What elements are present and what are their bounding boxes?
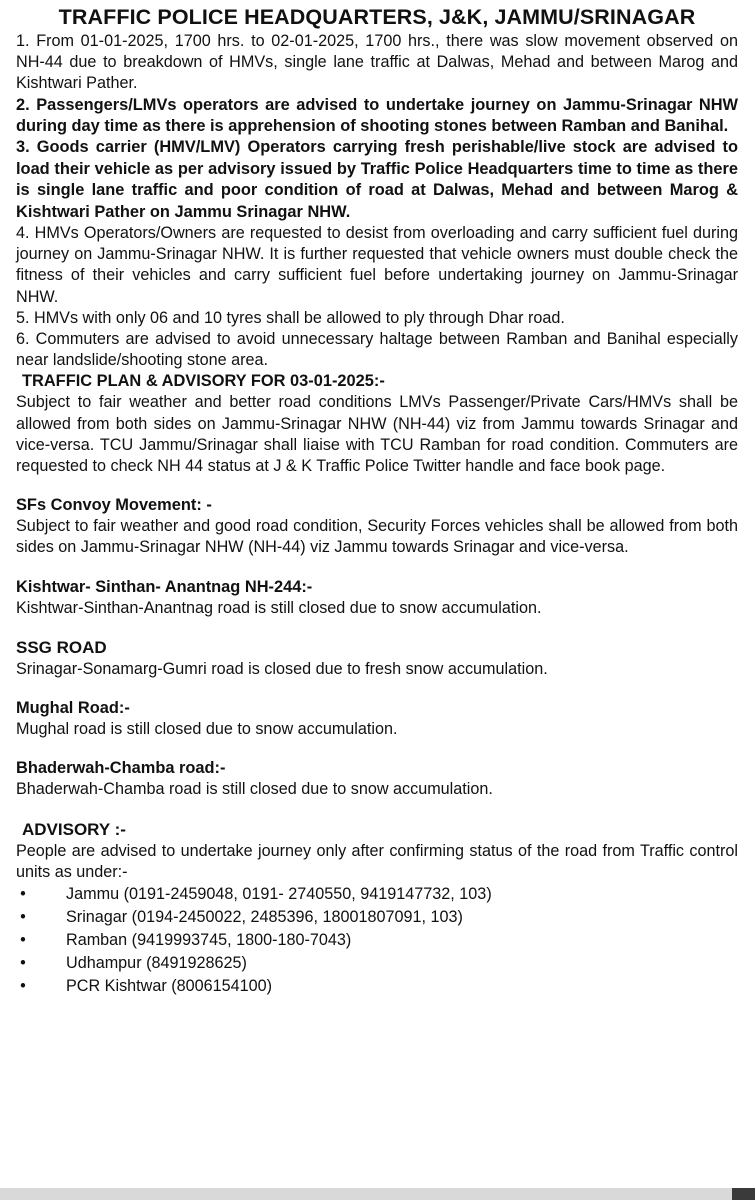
traffic-plan-text: Subject to fair weather and better road conditions LMVs Passenger/Private Cars/HMVs shall be allowed from both sides on Jammu-Srinagar NHW (NH-44) viz from Jammu towards Srinagar and vice-versa. TCU Jammu/Srinagar shall liaise with TCU Ramban for road condition. Commuters are requested to check NH 44 status at J & K Traffic Police Twitter handle and face book page. (16, 393, 738, 476)
point-5: 5. HMVs with only 06 and 10 tyres shall be allowed to ply through Dhar road. (16, 308, 565, 327)
point-3: 3. Goods carrier (HMV/LMV) Operators carrying fresh perishable/live stock are advised to load their vehicle as per advisory issued by Traffic Police Headquarters time to time as there is single lane traffic and poor condition of road at Dalwas, Mehad and between Marog & Kishtwari Pather on Jammu Srinagar NHW. (16, 138, 738, 221)
scroll-progress-bar[interactable] (0, 1188, 755, 1200)
bhaderwah-heading: Bhaderwah-Chamba road:- (16, 759, 226, 778)
mughal-heading: Mughal Road:- (16, 699, 130, 718)
point-2: 2. Passengers/LMVs operators are advised to undertake journey on Jammu-Srinagar NHW during day time as there is apprehension of shooting stones between Ramban and Banihal. (16, 95, 738, 136)
contact-item (16, 883, 738, 906)
ssg-text: Srinagar-Sonamarg-Gumri road is closed due to fresh snow accumulation. (16, 659, 548, 678)
contact-item (16, 929, 738, 952)
contact-text: Jammu (0191-2459048, 0191- 2740550, 9419147732, 103) (66, 884, 492, 903)
mughal-text: Mughal road is still closed due to snow accumulation. (16, 720, 398, 739)
ssg-heading: SSG ROAD (16, 637, 107, 657)
advisory-text: People are advised to undertake journey only after confirming status of the road from Traffic control units as under:- (16, 841, 738, 881)
bullet-icon: • (20, 953, 26, 972)
bullet-icon: • (20, 930, 26, 949)
scroll-progress-fill (0, 1188, 732, 1200)
bullet-icon: • (20, 907, 26, 926)
contact-item (16, 952, 738, 975)
kishtwar-text: Kishtwar-Sinthan-Anantnag road is still closed due to snow accumulation. (16, 598, 542, 617)
point-6: 6. Commuters are advised to avoid unnecessary haltage between Ramban and Banihal especially near landslide/shooting stone area. (16, 330, 738, 370)
contact-item (16, 975, 738, 998)
document-title: TRAFFIC POLICE HEADQUARTERS, J&K, JAMMU/SRINAGAR (58, 5, 696, 29)
convoy-text: Subject to fair weather and good road condition, Security Forces vehicles shall be allowed from both sides on Jammu-Srinagar NHW (NH-44) viz Jammu towards Srinagar and vice-versa. (16, 517, 738, 557)
point-4: 4. HMVs Operators/Owners are requested to desist from overloading and carry sufficient fuel during journey on Jammu-Srinagar NHW. It is further requested that vehicle owners must double check the fitness of their vehicles and carry sufficient fuel before undertaking journey on Jammu-Srinagar NHW. (16, 224, 738, 306)
contact-text: PCR Kishtwar (8006154100) (66, 976, 273, 995)
contact-item (16, 906, 738, 929)
bhaderwah-text: Bhaderwah-Chamba road is still closed due to snow accumulation. (16, 780, 493, 799)
advisory-heading: ADVISORY :- (22, 819, 126, 839)
bullet-icon: • (20, 976, 26, 995)
kishtwar-heading: Kishtwar- Sinthan- Anantnag NH-244:- (16, 577, 313, 596)
bullet-icon: • (20, 884, 26, 903)
contact-list (16, 883, 738, 998)
convoy-heading: SFs Convoy Movement: - (16, 496, 212, 515)
advisory-document (16, 4, 738, 998)
contact-text: Udhampur (8491928625) (66, 953, 247, 972)
traffic-plan-heading: TRAFFIC PLAN & ADVISORY FOR 03-01-2025:- (22, 372, 385, 391)
point-1: 1. From 01-01-2025, 1700 hrs. to 02-01-2025, 1700 hrs., there was slow movement observed on NH-44 due to breakdown of HMVs, single lane traffic at Dalwas, Mehad and between Marog and Kishtwari Pather. (16, 32, 738, 93)
contact-text: Srinagar (0194-2450022, 2485396, 18001807091, 103) (66, 907, 463, 926)
contact-text: Ramban (9419993745, 1800-180-7043) (66, 930, 352, 949)
